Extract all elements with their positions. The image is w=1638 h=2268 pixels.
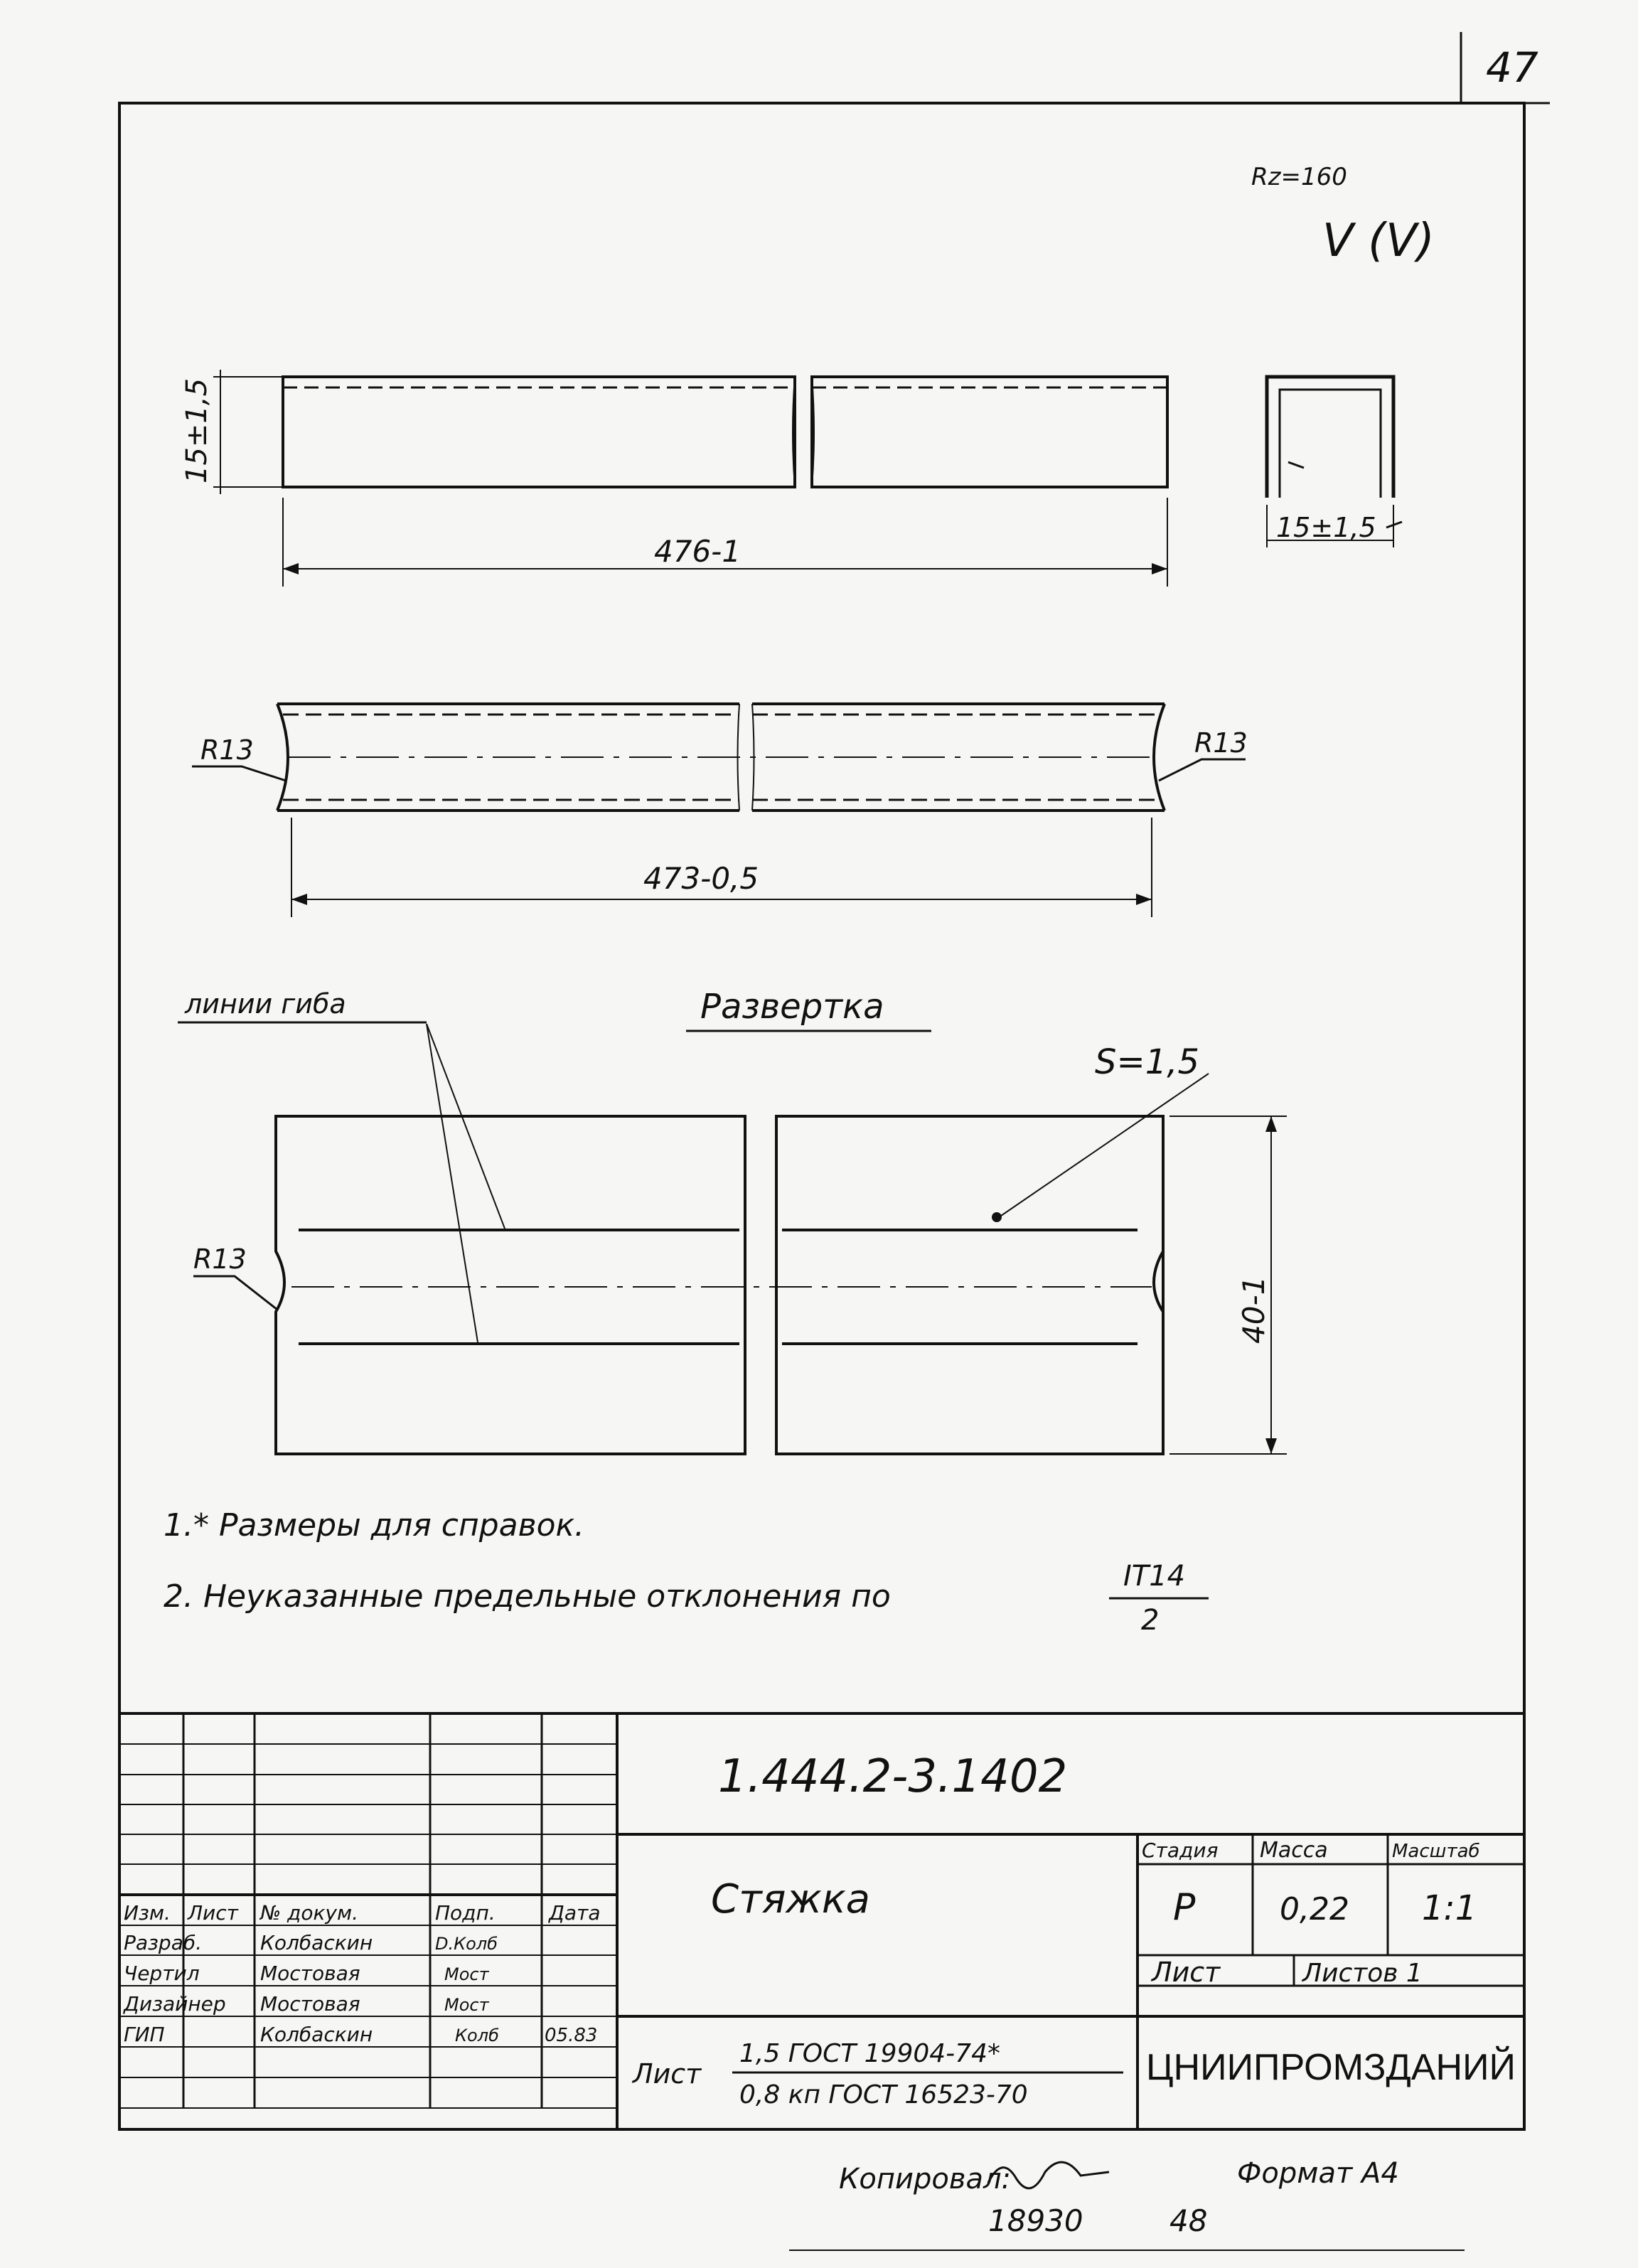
header-sheet: Лист xyxy=(188,1901,238,1925)
organization: ЦНИИПРОМЗДАНИЙ xyxy=(1146,2047,1516,2088)
page-number-box xyxy=(1461,32,1550,103)
role-chief-name: Колбаскин xyxy=(260,2023,373,2046)
side-height-dim: 15±1,5 xyxy=(181,378,213,483)
role-developer-signature: D.Колб xyxy=(435,1934,498,1954)
development-title: Развертка xyxy=(700,987,884,1027)
roughness-symbol: V (V) xyxy=(1322,215,1435,267)
header-signature: Подп. xyxy=(435,1901,496,1925)
role-chief: ГИП xyxy=(124,2023,165,2046)
roughness-value: Rz=160 xyxy=(1251,163,1347,191)
role-chief-date: 05.83 xyxy=(545,2025,598,2046)
radius-left-label: R13 xyxy=(200,734,254,766)
bend-lines-label: линии гиба xyxy=(185,988,346,1020)
roughness-mark xyxy=(1251,163,1435,267)
material-top: 1,5 ГОСТ 19904-74* xyxy=(739,2039,1000,2068)
section-width-dim: 15±1,5 xyxy=(1276,512,1376,543)
mass-value: 0,22 xyxy=(1280,1891,1349,1927)
sheet-label: Лист xyxy=(1152,1957,1221,1988)
footer-page: 48 xyxy=(1169,2203,1208,2238)
sheets-label: Листов 1 xyxy=(1302,1959,1423,1988)
header-change: Изм. xyxy=(124,1901,171,1925)
material-prefix: Лист xyxy=(633,2058,702,2090)
role-designer-signature: Мост xyxy=(444,1995,489,2015)
note-2: 2. Неуказанные предельные отклонения по xyxy=(164,1578,891,1615)
development-view xyxy=(193,1024,1287,1454)
role-drafter: Чертил xyxy=(124,1962,200,1985)
tolerance-denominator: 2 xyxy=(1141,1604,1160,1637)
role-chief-signature: Колб xyxy=(455,2026,499,2045)
stage-value: Р xyxy=(1173,1886,1196,1929)
scale-value: 1:1 xyxy=(1422,1888,1477,1928)
footer-number: 18930 xyxy=(988,2203,1083,2238)
length-top-dim: 476-1 xyxy=(654,534,742,569)
note-1: 1.* Размеры для справок. xyxy=(164,1507,585,1544)
length-middle-dim: 473-0,5 xyxy=(643,861,759,896)
part-name: Стяжка xyxy=(711,1876,870,1922)
dev-width-dim: 40-1 xyxy=(1236,1275,1271,1344)
material-bottom: 0,8 кп ГОСТ 16523-70 xyxy=(739,2080,1028,2109)
radius-right-label: R13 xyxy=(1194,727,1248,759)
footer-copied: Копировал: xyxy=(839,2163,1012,2195)
role-designer-name: Мостовая xyxy=(260,1992,360,2016)
stage-label: Стадия xyxy=(1142,1839,1219,1862)
thickness-label: S=1,5 xyxy=(1095,1042,1200,1082)
radius-dev-label: R13 xyxy=(193,1243,247,1275)
role-designer: Дизайнер xyxy=(124,1992,226,2016)
mass-label: Масса xyxy=(1260,1838,1328,1863)
page-number: 47 xyxy=(1486,43,1538,92)
role-drafter-name: Мостовая xyxy=(260,1962,360,1985)
scale-label: Масштаб xyxy=(1392,1841,1480,1862)
role-developer: Разраб. xyxy=(124,1931,203,1954)
role-developer-name: Колбаскин xyxy=(260,1931,373,1954)
role-drafter-signature: Мост xyxy=(444,1964,489,1984)
header-date: Дата xyxy=(549,1901,601,1925)
tolerance-numerator: IT14 xyxy=(1123,1560,1186,1593)
footer-format: Формат А4 xyxy=(1237,2157,1399,2190)
header-doc-no: № докум. xyxy=(260,1901,359,1925)
designation: 1.444.2-3.1402 xyxy=(718,1750,1068,1803)
